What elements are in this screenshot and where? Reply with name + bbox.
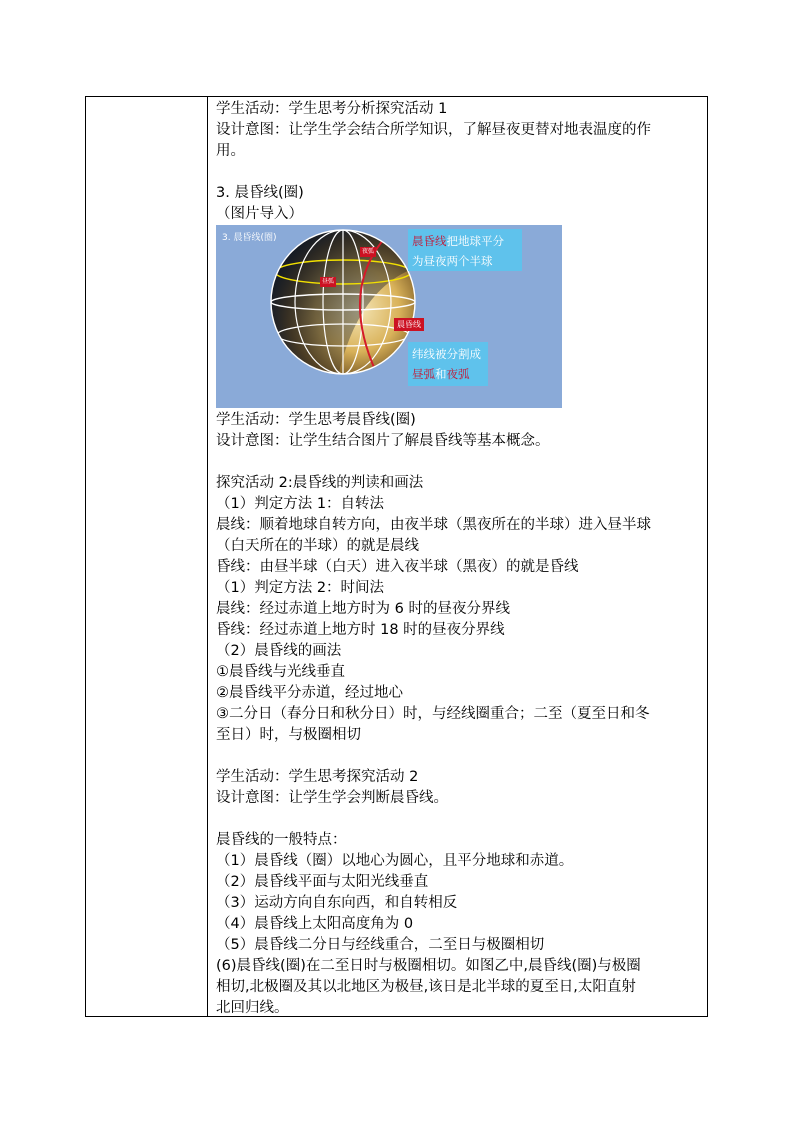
text-line: 设计意图：让学生学会判断晨昏线。: [216, 790, 448, 806]
text-line: 晨昏线的一般特点：: [216, 832, 347, 848]
text-line: （1）判定方法 2：时间法: [216, 580, 385, 596]
spacer: [216, 162, 704, 183]
text-line: （2）晨昏线平面与太阳光线垂直: [216, 874, 429, 890]
callout-day-arc: 昼弧: [412, 367, 435, 381]
globe-illustration: [268, 227, 418, 377]
spacer: [216, 746, 704, 767]
text-line: 相切,北极圈及其以北地区为极昼,该日是北半球的夏至日,太阳直射: [216, 979, 636, 995]
night-arc-tag: 夜弧: [362, 248, 375, 255]
text-line: （白天所在的半球）的就是晨线: [216, 538, 419, 554]
figure-title: 3. 晨昏线(圈): [222, 233, 277, 243]
terminator-figure: [216, 225, 562, 408]
callout-arcs-line1: 纬线被分割成: [412, 347, 481, 361]
callout-and: 和: [435, 367, 447, 381]
text-line: 设计意图：让学生结合图片了解晨昏线等基本概念。: [216, 433, 550, 449]
text-line: 学生活动：学生思考晨昏线(圈): [216, 412, 416, 428]
text-line: 北回归线。: [216, 1000, 289, 1016]
text-line: （5）晨昏线二分日与经线重合，二至日与极圈相切: [216, 937, 545, 953]
text-line: 昏线：经过赤道上地方时 18 时的昼夜分界线: [216, 622, 505, 638]
text-line: ③二分日（春分日和秋分日）时，与经线圈重合；二至（夏至日和冬: [216, 706, 650, 722]
text-line: 昏线：由昼半球（白天）进入夜半球（黑夜）的就是昏线: [216, 559, 579, 575]
terminator-tag: 晨昏线: [394, 318, 424, 331]
text-line: 学生活动：学生思考探究活动 2: [216, 769, 419, 785]
text-line: 用。: [216, 143, 245, 159]
text-line: ①晨昏线与光线垂直: [216, 664, 345, 680]
image-intro: （图片导入）: [216, 206, 303, 222]
callout-terminator-rest: 把地球平分: [446, 234, 504, 248]
spacer: [216, 452, 704, 473]
lesson-table: [85, 96, 708, 1017]
text-line: （2）晨昏线的画法: [216, 643, 342, 659]
callout-terminator: [408, 229, 522, 271]
text-line: （1）晨昏线（圈）以地心为圆心，且平分地球和赤道。: [216, 853, 574, 869]
text-line: 探究活动 2:晨昏线的判读和画法: [216, 475, 424, 491]
intro-block: [216, 99, 704, 162]
spacer: [216, 809, 704, 830]
text-line: 晨线：经过赤道上地方时为 6 时的昼夜分界线: [216, 601, 510, 617]
text-line: 至日）时，与极圈相切: [216, 727, 361, 743]
text-line: （4）晨昏线上太阳高度角为 0: [216, 916, 414, 932]
body-text: [216, 410, 704, 1019]
text-line: （3）运动方向自东向西，和自转相反: [216, 895, 458, 911]
section-title: 3. 晨昏线(圈): [216, 185, 304, 201]
callout-arcs: [408, 342, 488, 386]
text-line: 设计意图：让学生学会结合所学知识，了解昼夜更替对地表温度的作: [216, 122, 651, 138]
callout-terminator-red: 晨昏线: [412, 234, 447, 248]
text-line: （1）判定方法 1：自转法: [216, 496, 385, 512]
text-line: 晨线：顺着地球自转方向，由夜半球（黑夜所在的半球）进入昼半球: [216, 517, 651, 533]
callout-night-arc: 夜弧: [446, 367, 470, 381]
day-arc-tag: 昼弧: [322, 278, 335, 285]
callout-terminator-line2: 为昼夜两个半球: [412, 254, 493, 268]
text-line: (6)晨昏线(圈)在二至日时与极圈相切。如图乙中,晨昏线(圈)与极圈: [216, 958, 641, 974]
text-line: 学生活动：学生思考分析探究活动 1: [216, 101, 448, 117]
text-line: ②晨昏线平分赤道，经过地心: [216, 685, 403, 701]
table-content-cell: [216, 99, 704, 1019]
table-left-column: [86, 97, 208, 1016]
